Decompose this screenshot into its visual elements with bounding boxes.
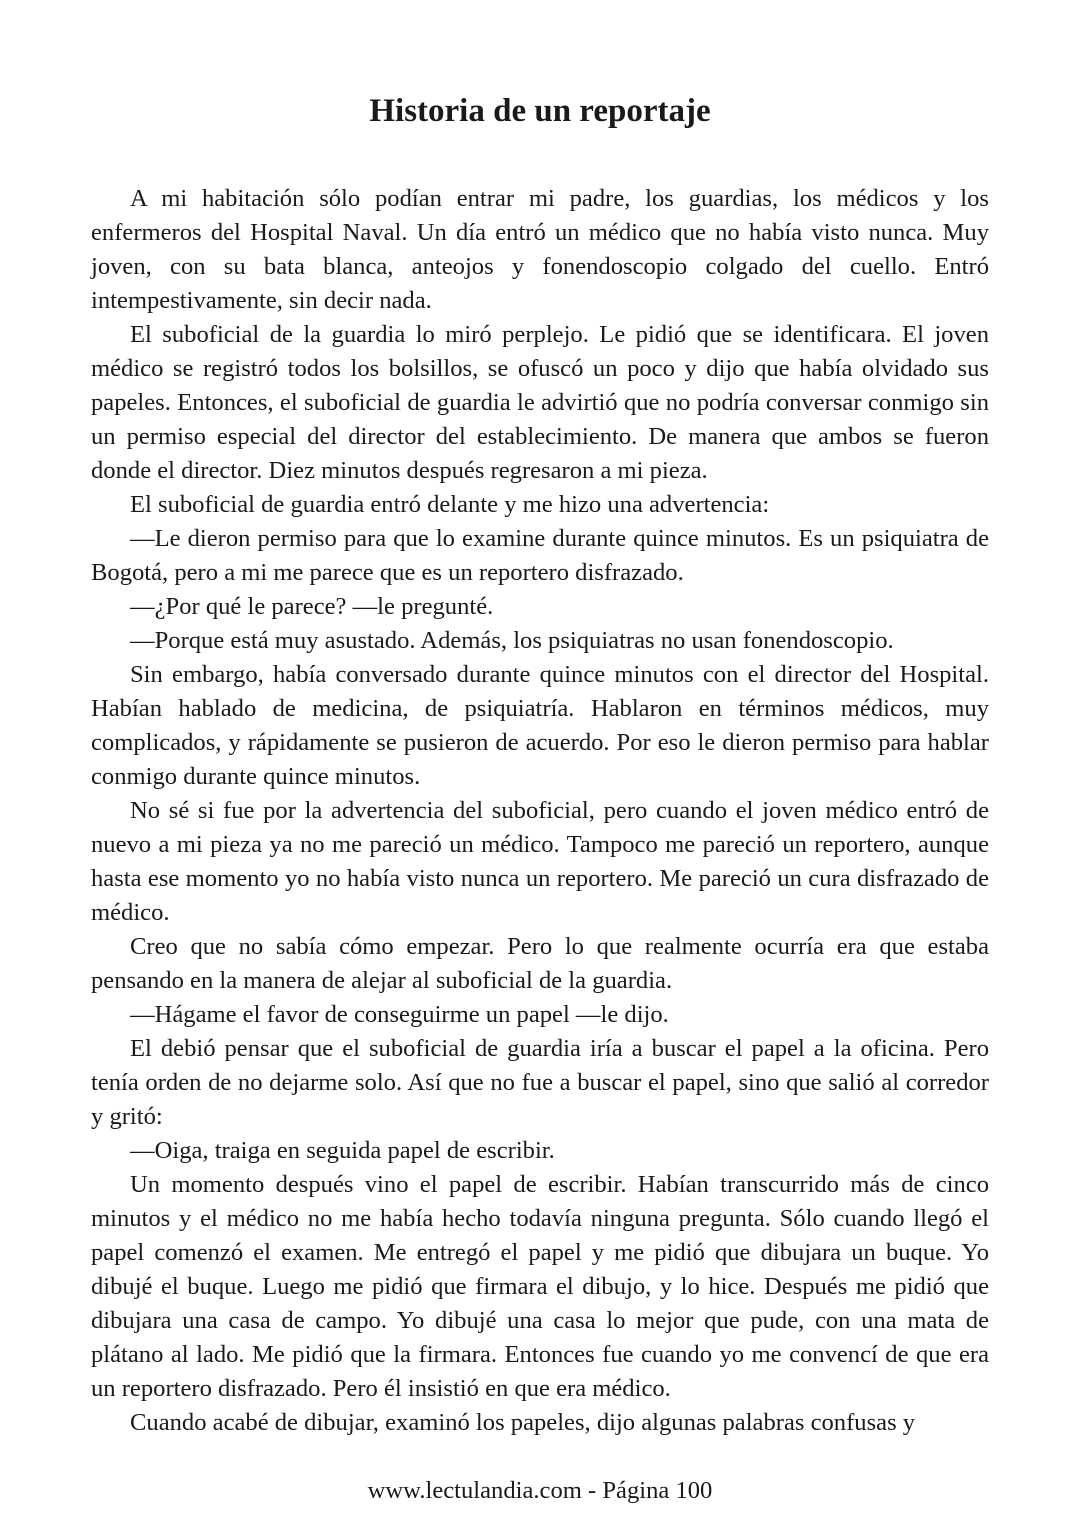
- paragraph: —Hágame el favor de conseguirme un papel —le dijo.: [130, 1001, 669, 1028]
- page-footer: www.lectulandia.com - Página 100: [367, 1477, 713, 1504]
- paragraph: —¿Por qué le parece? —le pregunté.: [130, 593, 494, 620]
- paragraph: No sé si fue por la advertencia del suboficial, pero cuando el joven médico entró de nuevo a mi pieza ya no me pareció un médico. Tampoco me pareció un reportero, aunque hasta ese momento yo no había visto nunca un reportero. Me pareció un cura disfrazado de médico.: [91, 797, 989, 926]
- page-title: Historia de un reportaje: [369, 93, 711, 129]
- paragraph: Un momento después vino el papel de escribir. Habían transcurrido más de cinco minutos y el médico no me había hecho todavía ninguna pregunta. Sólo cuando llegó el papel comenzó el examen. Me entregó el papel y me pidió que dibujara un buque. Yo dibujé el buque. Luego me pidió que firmara el dibujo, y lo hice. Después me pidió que dibujara una casa de campo. Yo dibujé una casa lo mejor que pude, con una mata de plátano al lado. Me pidió que la firmara. Entonces fue cuando yo me convencí de que era un reportero disfrazado. Pero él insistió en que era médico.: [91, 1171, 989, 1402]
- paragraph: A mi habitación sólo podían entrar mi padre, los guardias, los médicos y los enfermeros del Hospital Naval. Un día entró un médico que no había visto nunca. Muy joven, con su bata blanca, anteojos y fonendoscopio colgado del cuello. Entró intempestivamente, sin decir nada.: [91, 185, 989, 314]
- paragraph: Sin embargo, había conversado durante quince minutos con el director del Hospital. Habían hablado de medicina, de psiquiatría. Hablaron en términos médicos, muy complicados, y rápidamente se pusieron de acuerdo. Por eso le dieron permiso para hablar conmigo durante quince minutos.: [91, 661, 989, 790]
- paragraph: —Oiga, traiga en seguida papel de escribir.: [130, 1137, 555, 1164]
- body-text: [91, 182, 989, 1440]
- paragraph: Cuando acabé de dibujar, examinó los papeles, dijo algunas palabras confusas y: [130, 1409, 916, 1436]
- paragraph: Creo que no sabía cómo empezar. Pero lo que realmente ocurría era que estaba pensando en la manera de alejar al suboficial de la guardia.: [91, 933, 989, 994]
- paragraph: —Le dieron permiso para que lo examine durante quince minutos. Es un psiquiatra de Bogotá, pero a mi me parece que es un reportero disfrazado.: [91, 525, 989, 586]
- paragraph: El suboficial de la guardia lo miró perplejo. Le pidió que se identificara. El joven médico se registró todos los bolsillos, se ofuscó un poco y dijo que había olvidado sus papeles. Entonces, el suboficial de guardia le advirtió que no podría conversar conmigo sin un permiso especial del director del establecimiento. De manera que ambos se fueron donde el director. Diez minutos después regresaron a mi pieza.: [91, 321, 989, 484]
- paragraph: —Porque está muy asustado. Además, los psiquiatras no usan fonendoscopio.: [130, 627, 894, 654]
- paragraph: El suboficial de guardia entró delante y me hizo una advertencia:: [130, 491, 770, 518]
- paragraph: El debió pensar que el suboficial de guardia iría a buscar el papel a la oficina. Pero tenía orden de no dejarme solo. Así que no fue a buscar el papel, sino que salió al corredor y gritó:: [91, 1035, 989, 1130]
